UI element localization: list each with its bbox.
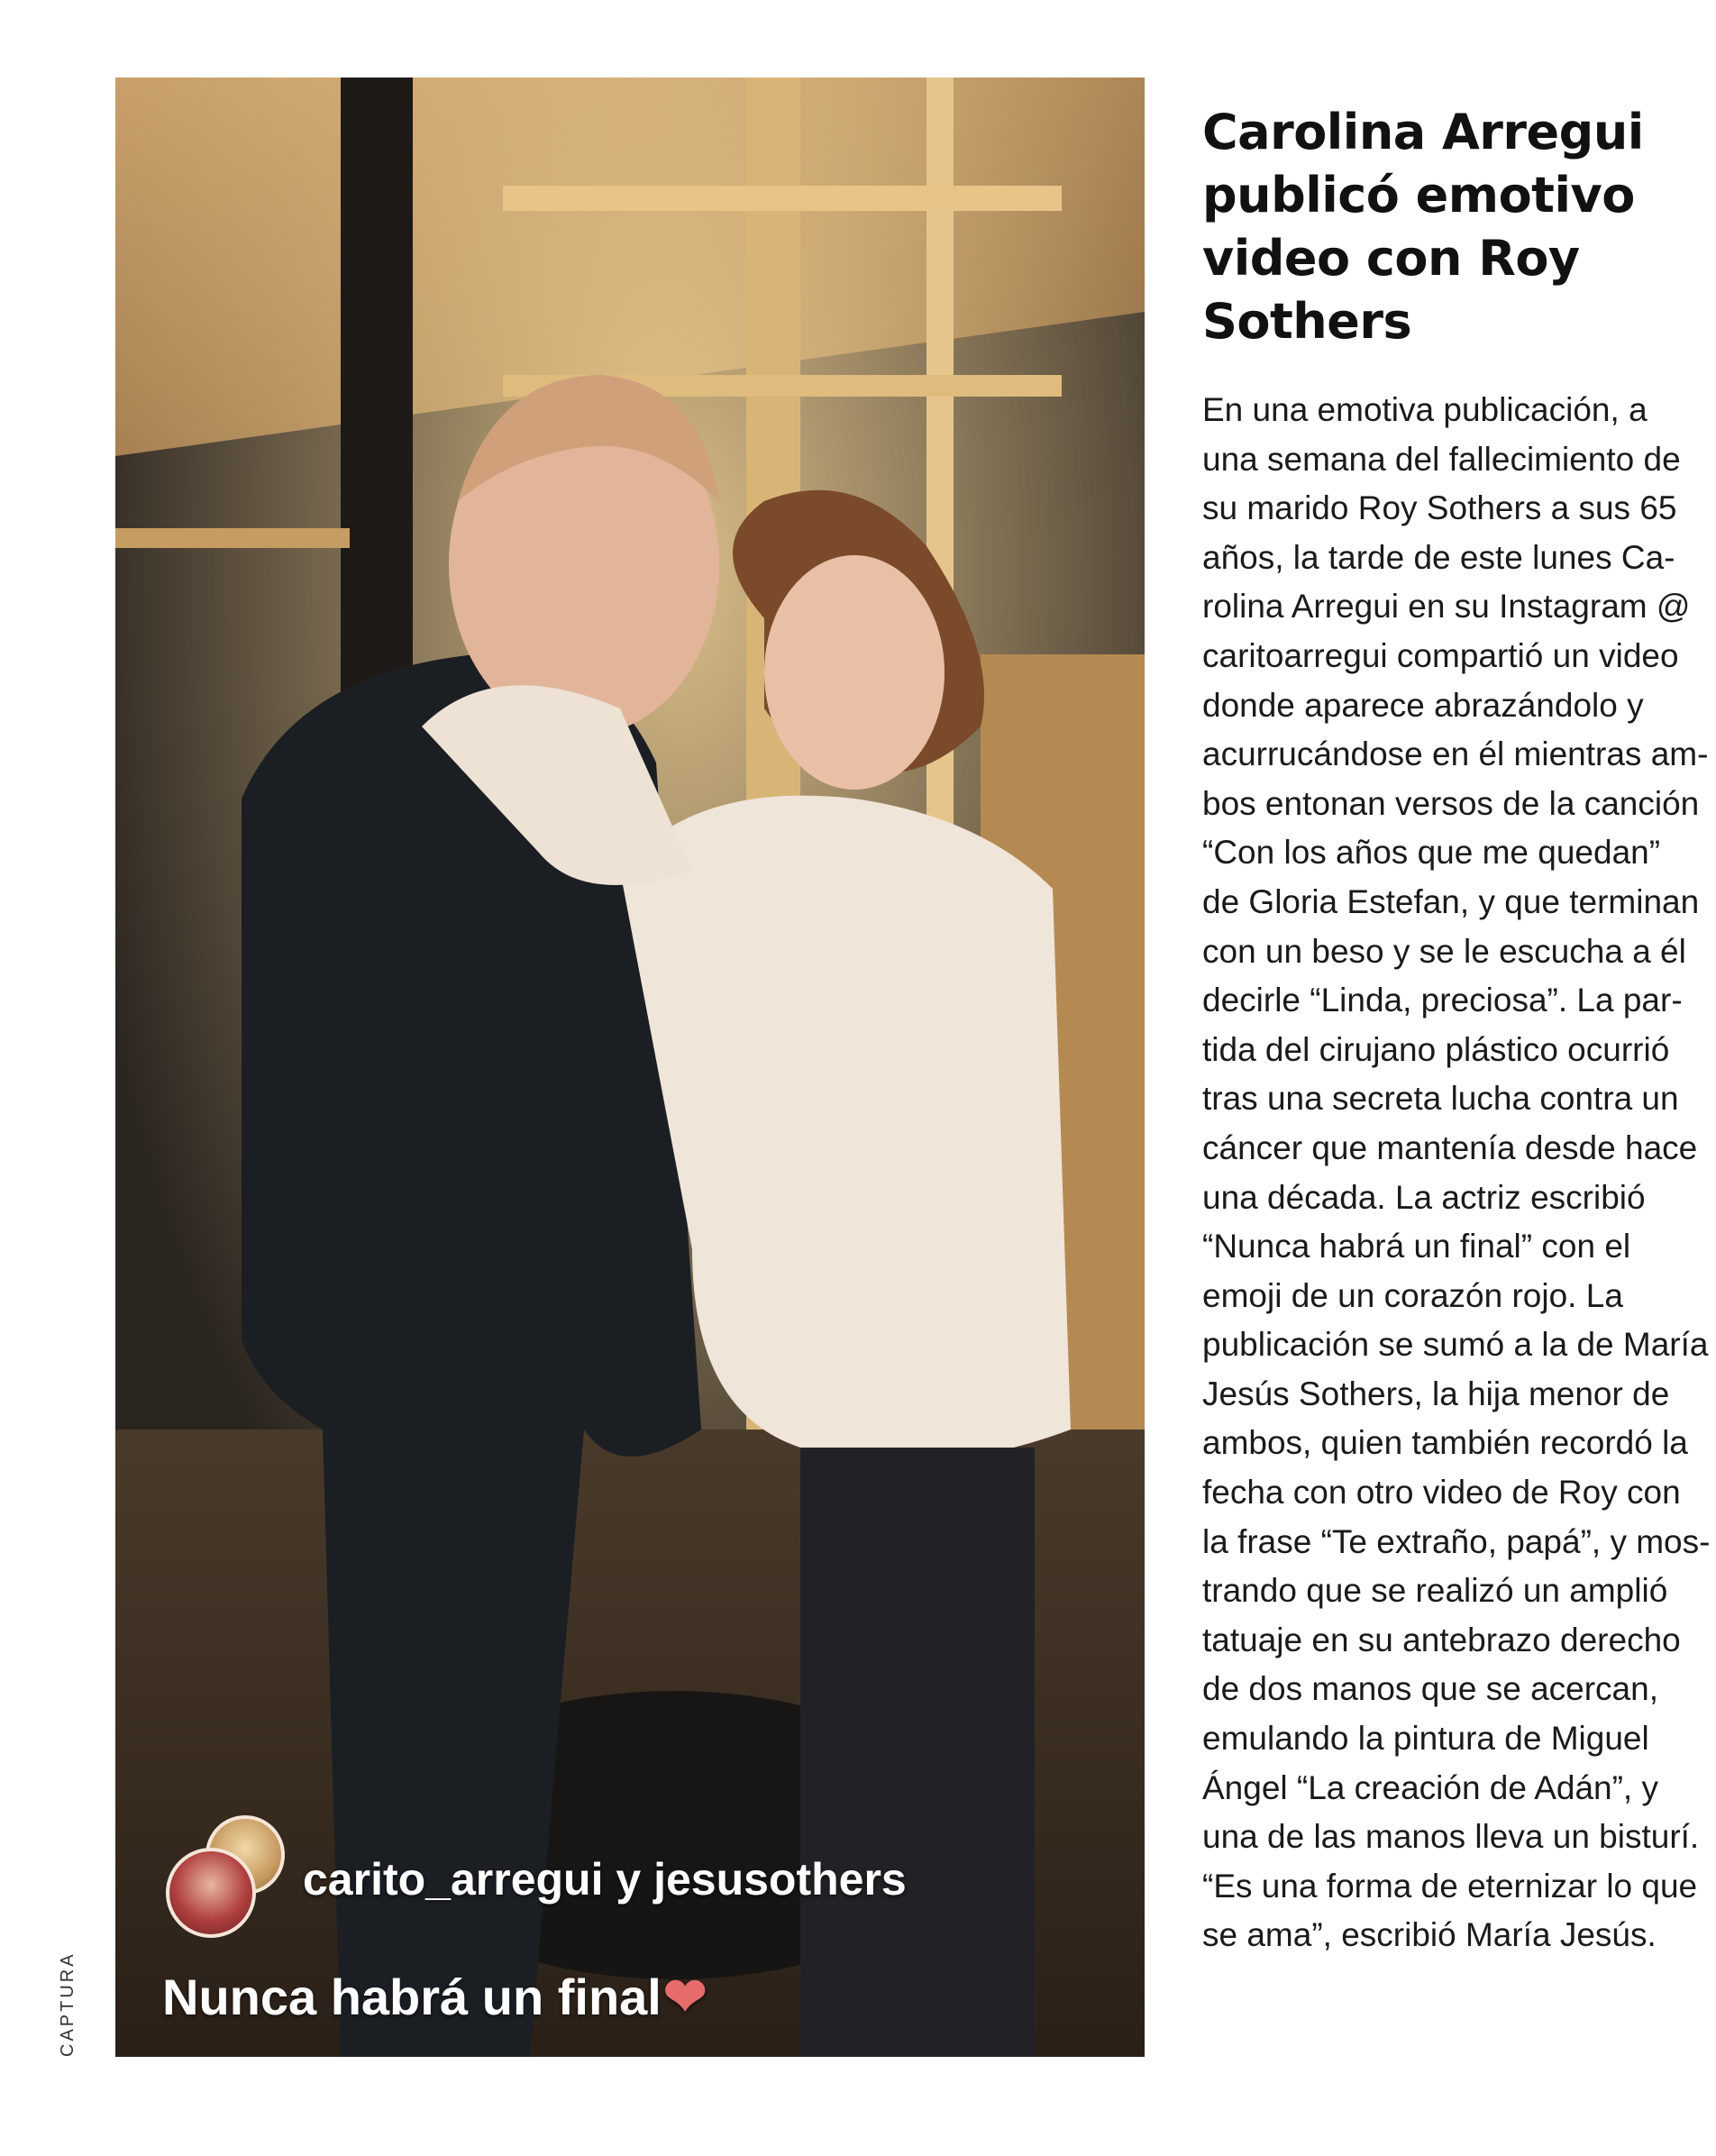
body-line: una de las manos lleva un bisturí.	[1202, 1818, 1700, 1856]
avatar	[166, 1848, 256, 1938]
body-line: la frase “Te extraño, papá”, y mos-	[1202, 1522, 1711, 1560]
body-line: En una emotiva publicación, a	[1202, 391, 1648, 428]
body-line: bos entonan versos de la canción	[1202, 784, 1700, 822]
heart-icon: ❤	[662, 1968, 707, 2026]
body-line: su marido Roy Sothers a sus 65	[1202, 489, 1677, 527]
instagram-usernames: carito_arregui y jesusothers	[303, 1854, 907, 1905]
photo-credit: CAPTURA	[58, 1951, 78, 2057]
article-headline: Carolina Arregui publicó emotivo video con Roy Sothers	[1202, 104, 1644, 350]
body-line: caritoarregui compartió un video	[1202, 636, 1679, 674]
body-line: se ama”, escribió María Jesús.	[1202, 1916, 1657, 1954]
body-line: de Gloria Estefan, y que terminan	[1202, 882, 1700, 920]
body-line: fecha con otro video de Roy con	[1202, 1474, 1681, 1512]
body-line: Jesús Sothers, la hija menor de	[1202, 1375, 1670, 1412]
body-line: decirle “Linda, preciosa”. La par-	[1202, 982, 1683, 1019]
body-line: de dos manos que se acercan,	[1202, 1670, 1658, 1708]
article-photo	[115, 78, 1145, 2057]
body-line: “Es una forma de eternizar lo que	[1202, 1867, 1698, 1905]
body-line: emulando la pintura de Miguel	[1202, 1720, 1649, 1758]
body-line: Ángel “La creación de Adán”, y	[1202, 1768, 1658, 1806]
body-line: “Nunca habrá un final” con el	[1202, 1228, 1631, 1265]
body-line: una década. La actriz escribió	[1202, 1178, 1646, 1216]
body-line: rolina Arregui en su Instagram @	[1202, 588, 1691, 626]
body-line: ambos, quien también recordó la	[1202, 1424, 1688, 1462]
body-line: tatuaje en su antebrazo derecho	[1202, 1621, 1681, 1658]
body-line: tras una secreta lucha contra un	[1202, 1080, 1679, 1118]
body-line: tida del cirujano plástico ocurrió	[1202, 1030, 1670, 1068]
body-line: años, la tarde de este lunes Ca-	[1202, 538, 1675, 576]
body-line: donde aparece abrazándolo y	[1202, 686, 1644, 724]
instagram-message	[162, 1966, 707, 2027]
article-body	[1202, 386, 1711, 1960]
instagram-message-text: Nunca habrá un final	[162, 1969, 662, 2025]
body-line: cáncer que mantenía desde hace	[1202, 1128, 1698, 1166]
body-line: “Con los años que me quedan”	[1202, 834, 1661, 872]
body-line: publicación se sumó a la de María	[1202, 1326, 1709, 1364]
body-line: trando que se realizó un amplió	[1202, 1572, 1668, 1610]
body-line: con un beso y se le escucha a él	[1202, 932, 1686, 970]
body-line: una semana del fallecimiento de	[1202, 440, 1681, 478]
body-line: emoji de un corazón rojo. La	[1202, 1276, 1623, 1314]
body-line: acurrucándose en él mientras am-	[1202, 735, 1709, 773]
photo-scene	[115, 78, 1145, 2057]
